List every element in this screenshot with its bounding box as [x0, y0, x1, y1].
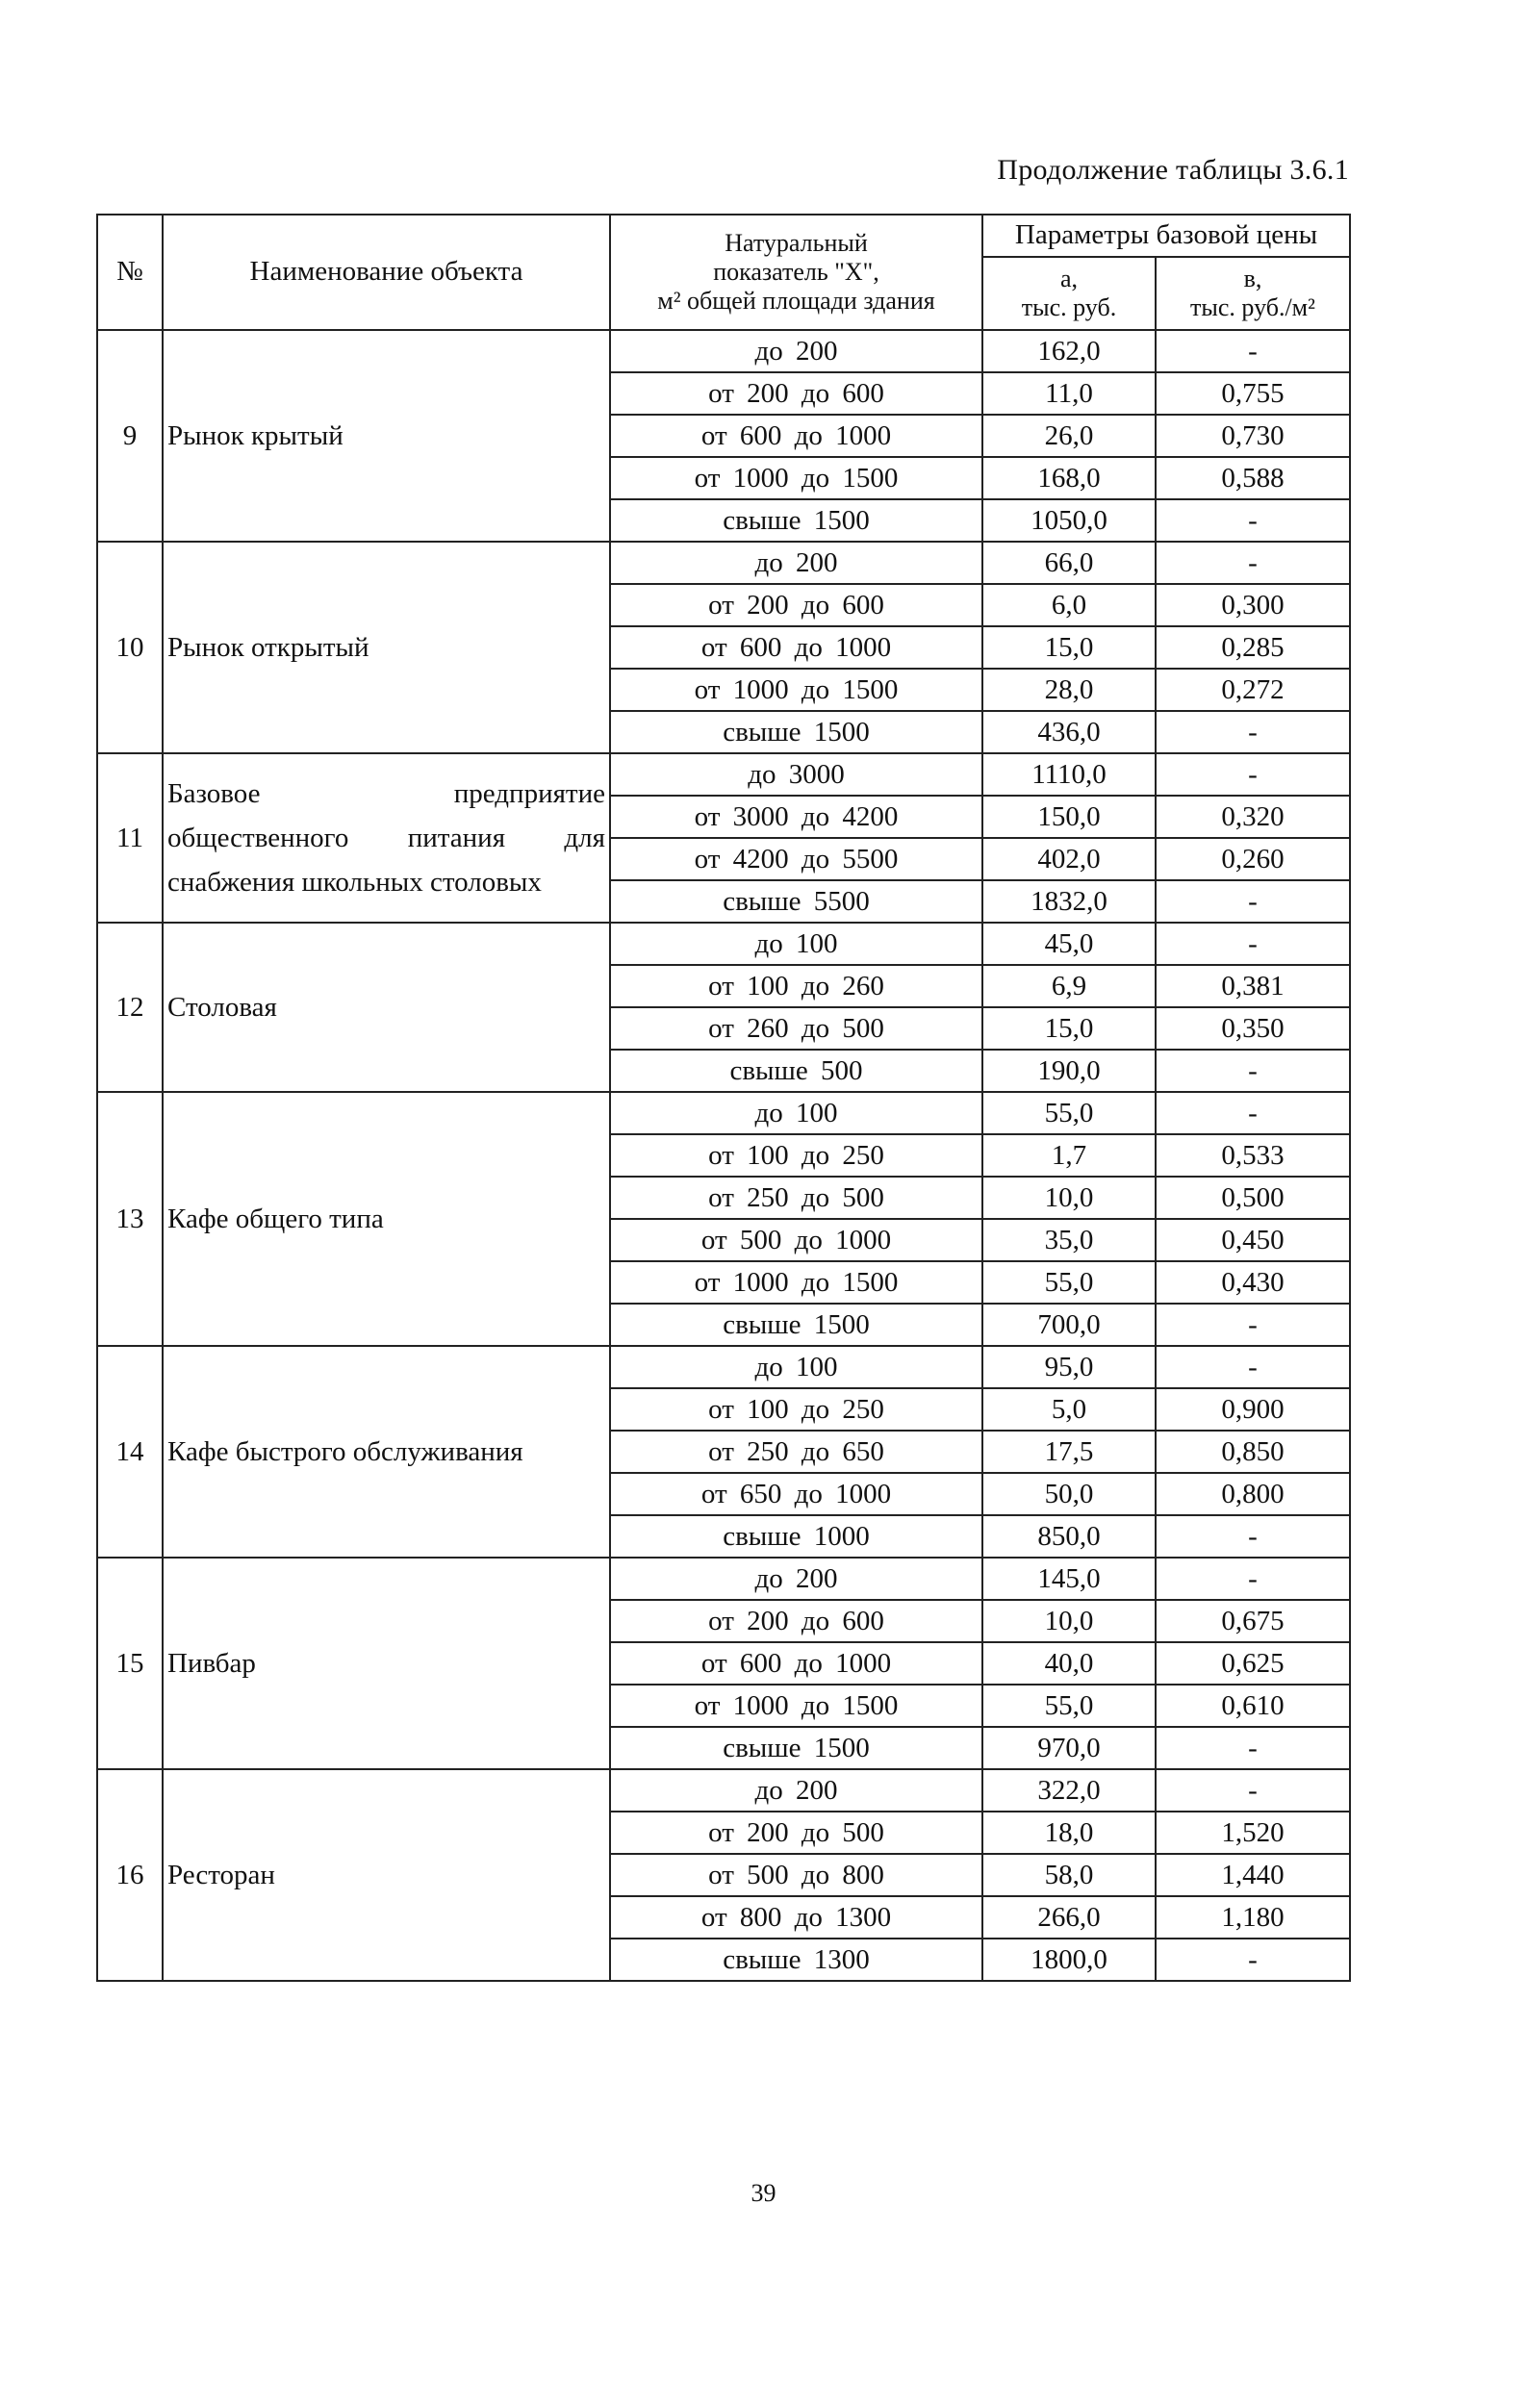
param-a-value: 15,0: [982, 1007, 1156, 1050]
indicator-range: до 100: [610, 1092, 982, 1134]
header-param-a: [982, 257, 1156, 330]
table-row: [97, 923, 1350, 965]
param-b-value: 0,755: [1156, 372, 1350, 415]
param-b-value: -: [1156, 711, 1350, 753]
header-param-b-unit: тыс. руб./м²: [1190, 293, 1315, 321]
indicator-range: до 3000: [610, 753, 982, 796]
indicator-range: от 500 до 800: [610, 1854, 982, 1896]
param-b-value: 0,350: [1156, 1007, 1350, 1050]
param-a-value: 28,0: [982, 669, 1156, 711]
indicator-range: от 600 до 1000: [610, 1642, 982, 1685]
table-row: [97, 753, 1350, 796]
header-base-price-params: Параметры базовой цены: [982, 215, 1350, 257]
indicator-range: свыше 1300: [610, 1939, 982, 1981]
table-row: [97, 542, 1350, 584]
indicator-range: до 200: [610, 542, 982, 584]
indicator-range: до 100: [610, 923, 982, 965]
param-a-value: 190,0: [982, 1050, 1156, 1092]
indicator-range: от 600 до 1000: [610, 626, 982, 669]
indicator-range: свыше 1000: [610, 1515, 982, 1558]
param-a-value: 145,0: [982, 1558, 1156, 1600]
param-a-value: 35,0: [982, 1219, 1156, 1261]
param-b-value: -: [1156, 1346, 1350, 1388]
row-number: 13: [97, 1092, 163, 1346]
param-b-value: 0,730: [1156, 415, 1350, 457]
header-param-a-unit: тыс. руб.: [1021, 293, 1117, 321]
param-a-value: 66,0: [982, 542, 1156, 584]
param-b-value: 0,430: [1156, 1261, 1350, 1304]
indicator-range: свыше 1500: [610, 499, 982, 542]
object-name: Рынок открытый: [163, 542, 610, 753]
page-number: 39: [751, 2179, 776, 2207]
param-b-value: -: [1156, 1727, 1350, 1769]
header-number: №: [97, 215, 163, 330]
indicator-range: свыше 1500: [610, 1304, 982, 1346]
param-b-value: 0,260: [1156, 838, 1350, 880]
indicator-range: свыше 1500: [610, 1727, 982, 1769]
indicator-range: от 250 до 650: [610, 1431, 982, 1473]
param-b-value: 0,675: [1156, 1600, 1350, 1642]
header-param-b: [1156, 257, 1350, 330]
table-row: [97, 1092, 1350, 1134]
indicator-range: до 200: [610, 1769, 982, 1812]
table-body: [97, 330, 1350, 1981]
indicator-range: от 100 до 250: [610, 1388, 982, 1431]
param-a-value: 58,0: [982, 1854, 1156, 1896]
param-a-value: 162,0: [982, 330, 1156, 372]
param-a-value: 150,0: [982, 796, 1156, 838]
object-name: Кафе общего типа: [163, 1092, 610, 1346]
indicator-range: от 3000 до 4200: [610, 796, 982, 838]
param-b-value: -: [1156, 1092, 1350, 1134]
param-a-value: 1800,0: [982, 1939, 1156, 1981]
indicator-range: свыше 500: [610, 1050, 982, 1092]
param-a-value: 700,0: [982, 1304, 1156, 1346]
header-param-b-symbol: в,: [1243, 265, 1262, 293]
indicator-range: от 200 до 600: [610, 584, 982, 626]
param-b-value: 0,610: [1156, 1685, 1350, 1727]
param-b-value: -: [1156, 542, 1350, 584]
param-b-value: 0,300: [1156, 584, 1350, 626]
indicator-range: до 200: [610, 1558, 982, 1600]
param-a-value: 436,0: [982, 711, 1156, 753]
param-a-value: 15,0: [982, 626, 1156, 669]
param-b-value: 0,500: [1156, 1177, 1350, 1219]
header-indicator-line-2: показатель "Х",: [713, 258, 879, 287]
row-number: 14: [97, 1346, 163, 1558]
param-b-value: 0,381: [1156, 965, 1350, 1007]
table-row: [97, 1769, 1350, 1812]
object-name: Пивбар: [163, 1558, 610, 1769]
param-b-value: -: [1156, 923, 1350, 965]
param-a-value: 17,5: [982, 1431, 1156, 1473]
indicator-range: от 800 до 1300: [610, 1896, 982, 1939]
param-b-value: 0,533: [1156, 1134, 1350, 1177]
param-a-value: 55,0: [982, 1685, 1156, 1727]
indicator-range: от 100 до 260: [610, 965, 982, 1007]
param-a-value: 40,0: [982, 1642, 1156, 1685]
param-a-value: 10,0: [982, 1177, 1156, 1219]
indicator-range: от 200 до 500: [610, 1812, 982, 1854]
object-name: Кафе быстрого обслуживания: [163, 1346, 610, 1558]
param-a-value: 266,0: [982, 1896, 1156, 1939]
param-a-value: 1,7: [982, 1134, 1156, 1177]
indicator-range: от 260 до 500: [610, 1007, 982, 1050]
row-number: 12: [97, 923, 163, 1092]
param-b-value: 0,588: [1156, 457, 1350, 499]
param-b-value: 0,800: [1156, 1473, 1350, 1515]
param-a-value: 1832,0: [982, 880, 1156, 923]
row-number: 11: [97, 753, 163, 923]
param-b-value: 0,625: [1156, 1642, 1350, 1685]
indicator-range: до 200: [610, 330, 982, 372]
indicator-range: от 100 до 250: [610, 1134, 982, 1177]
object-name: Ресторан: [163, 1769, 610, 1981]
row-number: 9: [97, 330, 163, 542]
param-b-value: 0,320: [1156, 796, 1350, 838]
indicator-range: от 1000 до 1500: [610, 669, 982, 711]
param-a-value: 50,0: [982, 1473, 1156, 1515]
param-b-value: 1,520: [1156, 1812, 1350, 1854]
param-b-value: 0,900: [1156, 1388, 1350, 1431]
param-a-value: 55,0: [982, 1261, 1156, 1304]
object-name: Базовое предприятие общественного питания для снабжения школьных столовых: [163, 753, 610, 923]
indicator-range: свыше 1500: [610, 711, 982, 753]
table-row: [97, 1346, 1350, 1388]
indicator-range: от 600 до 1000: [610, 415, 982, 457]
param-b-value: -: [1156, 330, 1350, 372]
param-b-value: -: [1156, 880, 1350, 923]
param-a-value: 18,0: [982, 1812, 1156, 1854]
param-b-value: -: [1156, 1304, 1350, 1346]
indicator-range: свыше 5500: [610, 880, 982, 923]
indicator-range: от 1000 до 1500: [610, 457, 982, 499]
param-a-value: 322,0: [982, 1769, 1156, 1812]
header-object-name: Наименование объекта: [163, 215, 610, 330]
param-a-value: 168,0: [982, 457, 1156, 499]
param-a-value: 970,0: [982, 1727, 1156, 1769]
row-number: 15: [97, 1558, 163, 1769]
param-a-value: 95,0: [982, 1346, 1156, 1388]
table-row: [97, 1558, 1350, 1600]
indicator-range: от 4200 до 5500: [610, 838, 982, 880]
param-a-value: 850,0: [982, 1515, 1156, 1558]
param-b-value: 1,180: [1156, 1896, 1350, 1939]
indicator-range: от 1000 до 1500: [610, 1261, 982, 1304]
param-b-value: 0,850: [1156, 1431, 1350, 1473]
param-b-value: 0,272: [1156, 669, 1350, 711]
indicator-range: от 650 до 1000: [610, 1473, 982, 1515]
param-a-value: 402,0: [982, 838, 1156, 880]
indicator-range: от 200 до 600: [610, 372, 982, 415]
header-indicator: [610, 215, 982, 330]
param-a-value: 26,0: [982, 415, 1156, 457]
table-header: [97, 215, 1350, 330]
row-number: 16: [97, 1769, 163, 1981]
param-b-value: -: [1156, 753, 1350, 796]
param-b-value: 1,440: [1156, 1854, 1350, 1896]
param-a-value: 6,0: [982, 584, 1156, 626]
param-a-value: 6,9: [982, 965, 1156, 1007]
param-a-value: 11,0: [982, 372, 1156, 415]
indicator-range: от 200 до 600: [610, 1600, 982, 1642]
price-table: [96, 214, 1351, 1982]
header-param-a-symbol: а,: [1059, 265, 1079, 293]
indicator-range: от 1000 до 1500: [610, 1685, 982, 1727]
param-a-value: 10,0: [982, 1600, 1156, 1642]
param-b-value: -: [1156, 1939, 1350, 1981]
indicator-range: до 100: [610, 1346, 982, 1388]
header-indicator-line-3: м² общей площади здания: [657, 286, 935, 315]
object-name: Рынок крытый: [163, 330, 610, 542]
param-b-value: -: [1156, 1515, 1350, 1558]
table-row: [97, 330, 1350, 372]
param-a-value: 1050,0: [982, 499, 1156, 542]
indicator-range: от 250 до 500: [610, 1177, 982, 1219]
param-a-value: 5,0: [982, 1388, 1156, 1431]
table-caption: Продолжение таблицы 3.6.1: [997, 154, 1349, 186]
param-b-value: -: [1156, 1769, 1350, 1812]
param-b-value: -: [1156, 499, 1350, 542]
param-a-value: 55,0: [982, 1092, 1156, 1134]
param-a-value: 1110,0: [982, 753, 1156, 796]
param-b-value: 0,285: [1156, 626, 1350, 669]
indicator-range: от 500 до 1000: [610, 1219, 982, 1261]
param-b-value: -: [1156, 1050, 1350, 1092]
param-b-value: -: [1156, 1558, 1350, 1600]
header-indicator-line-1: Натуральный: [725, 229, 868, 258]
row-number: 10: [97, 542, 163, 753]
param-b-value: 0,450: [1156, 1219, 1350, 1261]
param-a-value: 45,0: [982, 923, 1156, 965]
object-name: Столовая: [163, 923, 610, 1092]
